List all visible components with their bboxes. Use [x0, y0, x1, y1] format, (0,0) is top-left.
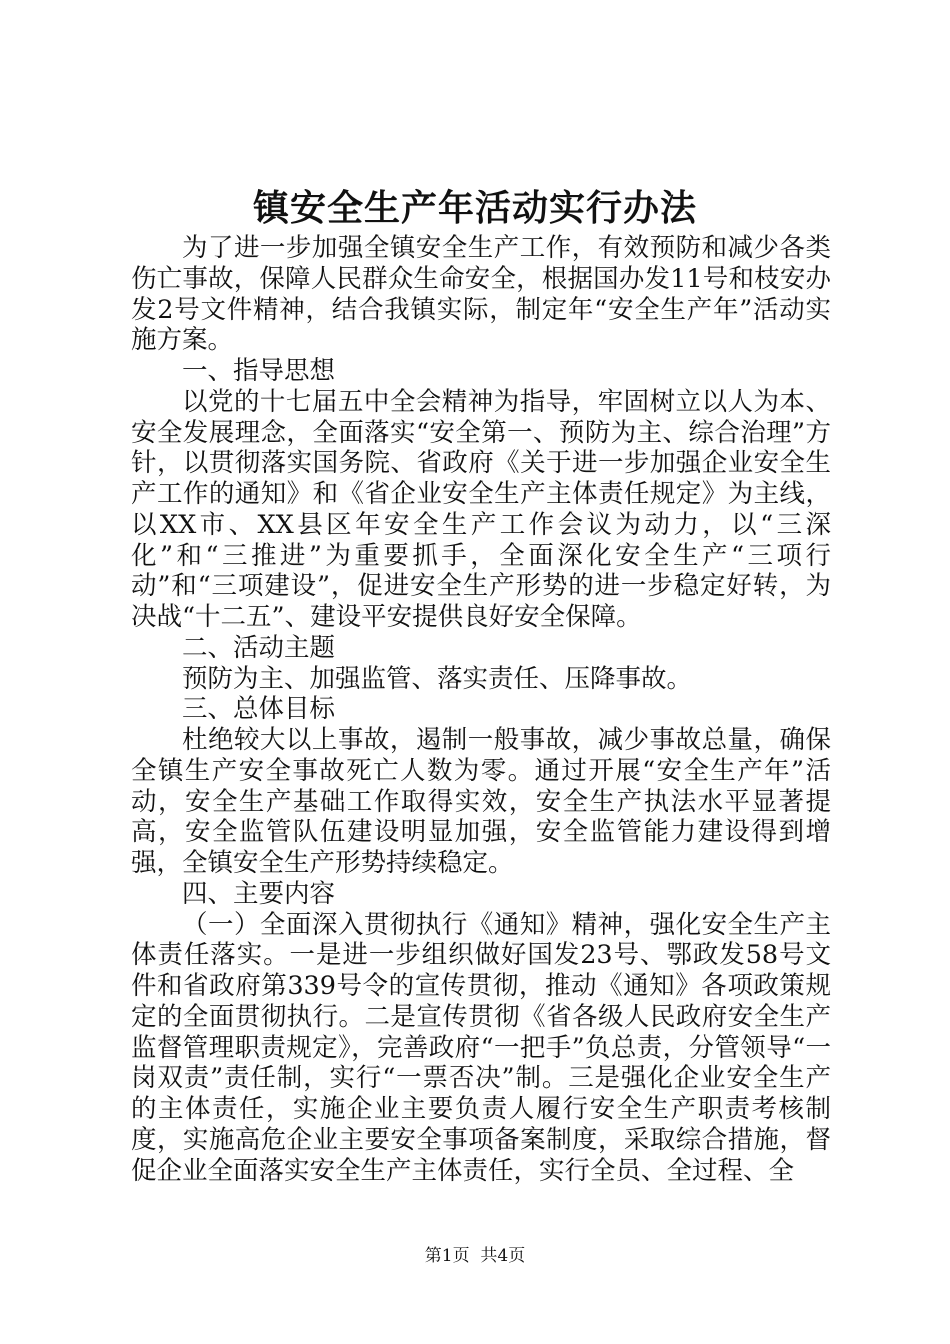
paragraph-overall-goal: 杜绝较大以上事故，遏制一般事故，减少事故总量，确保全镇生产安全事故死亡人数为零。通过开展“安全生产年”活动，安全生产基础工作取得实效，安全生产执法水平显著提高，安全监管队伍建设明显加强，安全监管能力建设得到增强，全镇安全生产形势持续稳定。 [131, 725, 831, 878]
paragraph-intro: 为了进一步加强全镇安全生产工作，有效预防和减少各类伤亡事故，保障人民群众生命安全，根据国办发11号和枝安办发2号文件精神，结合我镇实际，制定年“安全生产年”活动实施方案。 [131, 233, 831, 356]
page-number-label: 第1页 共4页 [424, 1246, 526, 1266]
paragraph-guiding-ideology: 以党的十七届五中全会精神为指导，牢固树立以人为本、安全发展理念，全面落实“安全第一、预防为主、综合治理”方针，以贯彻落实国务院、省政府《关于进一步加强企业安全生产工作的通知》和《省企业安全生产主体责任规定》为主线，以XX市、XX县区年安全生产工作会议为动力，以“三深化”和“三推进”为重要抓手，全面深化安全生产“三项行动”和“三项建设”，促进安全生产形势的进一步稳定好转，为决战“十二五”、建设平安提供良好安全保障。 [131, 386, 831, 632]
page-footer [0, 1244, 950, 1268]
section-heading-guiding-ideology: 一、指导思想 [182, 356, 336, 386]
document-title: 镇安全生产年活动实行办法 [252, 187, 697, 229]
section-heading-overall-goal: 三、总体目标 [182, 694, 336, 725]
paragraph-main-content-1: （一）全面深入贯彻执行《通知》精神，强化安全生产主体责任落实。一是进一步组织做好国发23号、鄂政发58号文件和省政府第339号令的宣传贯彻，推动《通知》各项政策规定的全面贯彻执行。二是宣传贯彻《省各级人民政府安全生产监督管理职责规定》，完善政府“一把手”负总责，分管领导“一岗双责”责任制，实行“一票否决”制。三是强化企业安全生产的主体责任，实施企业主要负责人履行安全生产职责考核制度，实施高危企业主要安全事项备案制度，采取综合措施，督促企业全面落实安全生产主体责任，实行全员、全过程、全 [131, 909, 831, 1186]
document-body [131, 233, 831, 1186]
paragraph-activity-theme: 预防为主、加强监管、落实责任、压降事故。 [182, 663, 693, 694]
section-heading-main-content: 四、主要内容 [182, 878, 336, 909]
section-heading-activity-theme: 二、活动主题 [182, 632, 336, 663]
